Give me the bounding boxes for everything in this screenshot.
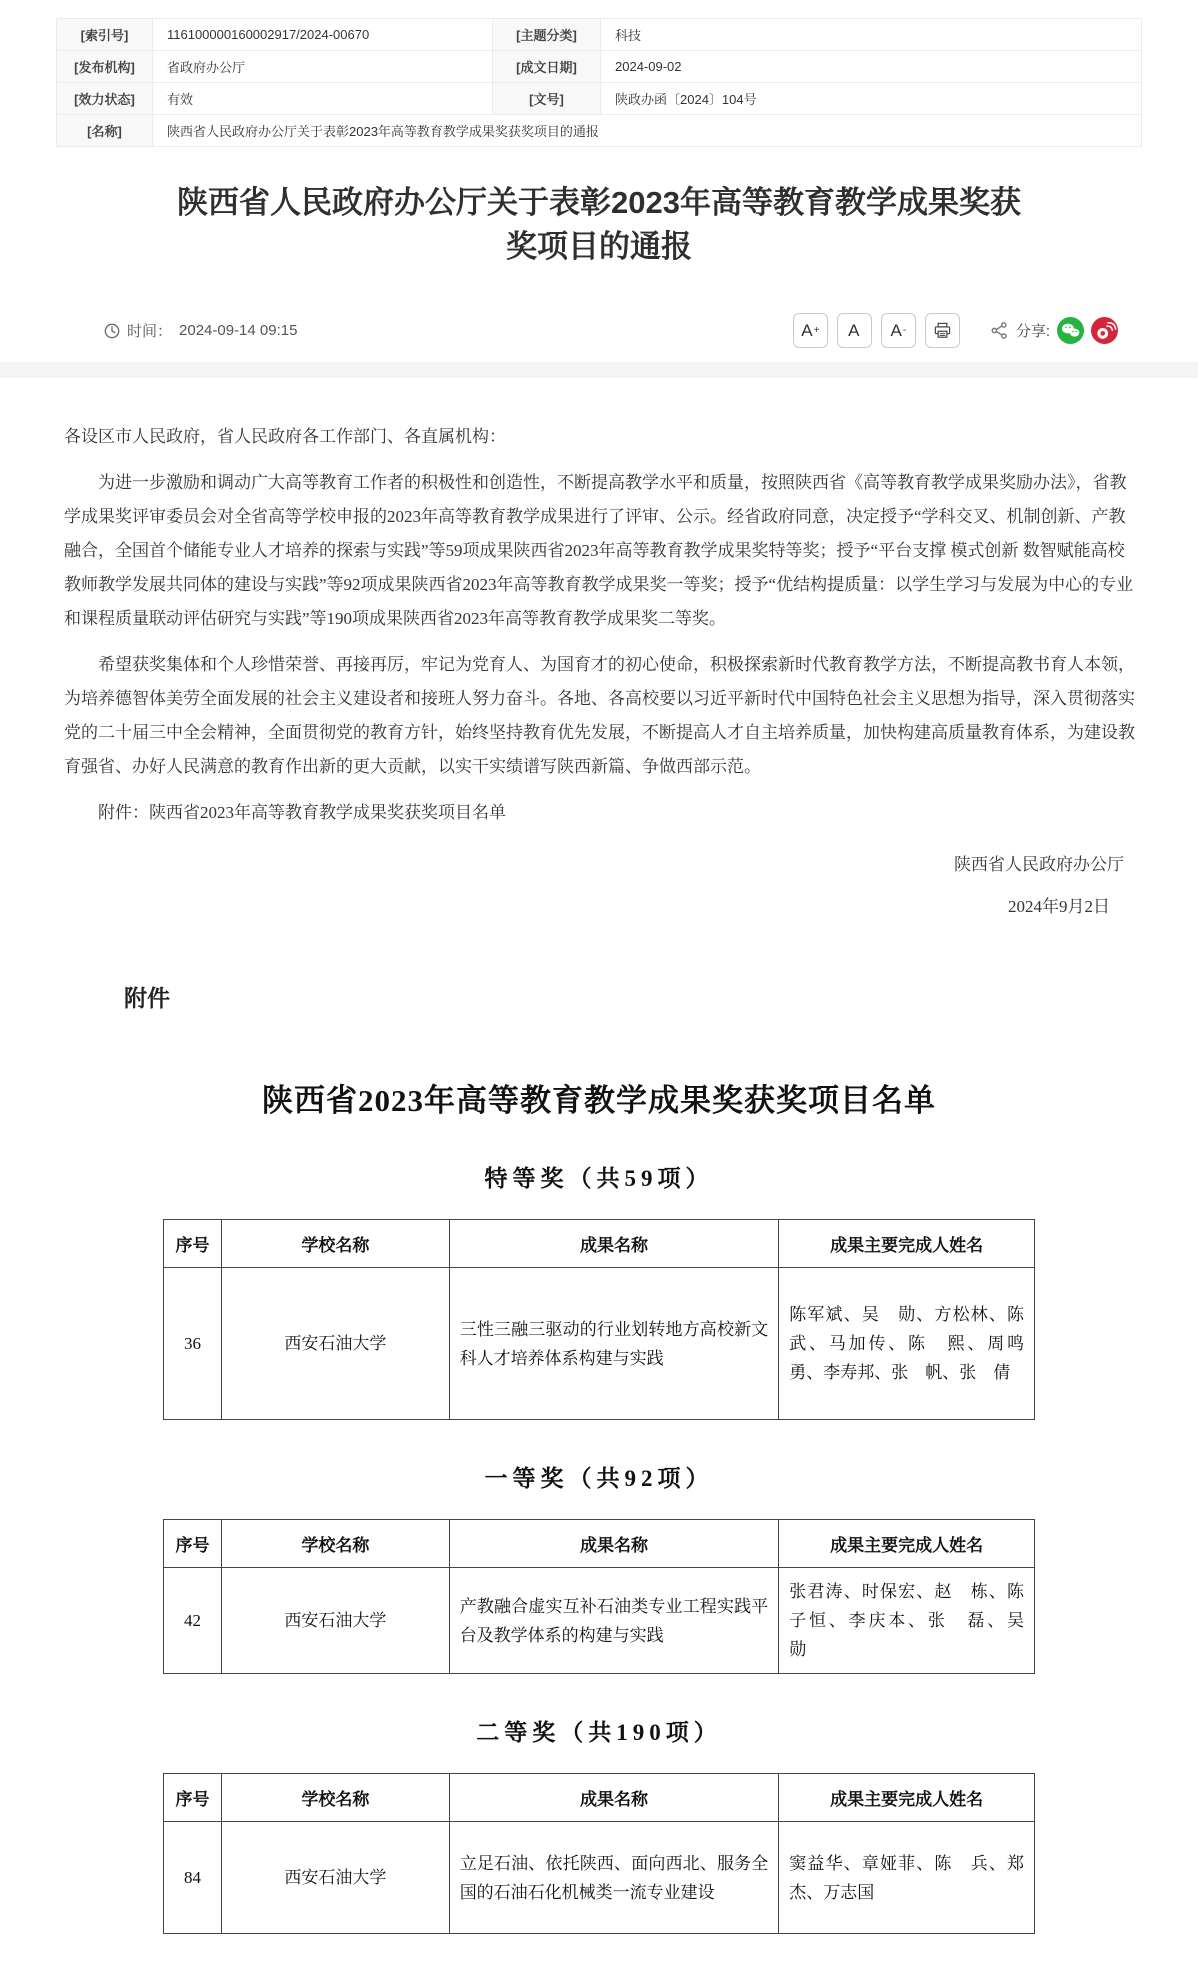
font-decrease-label: A xyxy=(890,320,902,340)
share-group xyxy=(990,317,1118,344)
page-title: 陕西省人民政府办公厅关于表彰2023年高等教育教学成果奖获奖项目的通报 xyxy=(177,185,1021,264)
col-header-school: 学校名称 xyxy=(221,1774,449,1822)
signoff-organization: 陕西省人民政府办公厅 xyxy=(954,855,1124,874)
award-section-heading-first: 一等奖（共92项） xyxy=(484,1466,714,1491)
col-header-achievement: 成果名称 xyxy=(449,1774,779,1822)
cell-school: 西安石油大学 xyxy=(221,1268,449,1420)
attachment-section xyxy=(0,980,1198,1934)
cell-achievement: 产教融合虚实互补石油类专业工程实践平台及教学体系的构建与实践 xyxy=(449,1568,779,1674)
award-section-heading-second: 二等奖（共190项） xyxy=(476,1720,722,1745)
cell-no: 42 xyxy=(164,1568,222,1674)
font-increase-button[interactable] xyxy=(793,313,828,348)
meta-value-validity: 有效 xyxy=(153,83,493,115)
cell-achievement: 三性三融三驱动的行业划转地方高校新文科人才培养体系构建与实践 xyxy=(449,1268,779,1420)
col-header-no: 序号 xyxy=(164,1774,222,1822)
award-table-special xyxy=(163,1219,1041,1420)
weibo-icon xyxy=(1091,317,1118,344)
article-toolbar xyxy=(104,313,1118,348)
meta-row xyxy=(57,51,1142,83)
body-paragraph-1: 为进一步激励和调动广大高等教育工作者的积极性和创造性，不断提高教学水平和质量，按照陕西省《高等教育教学成果奖励办法》，省教学成果奖评审委员会对全省高等学校申报的2023年高等教育教学成果进行了评审、公示。经省政府同意，决定授予“学科交叉、机制创新、产教融合，全国首个储能专业人才培养的探索与实践”等59项成果陕西省2023年高等教育教学成果奖特等奖；授予“平台支撑 模式创新 数智赋能高校教师教学发展共同体的建设与实践”等92项成果陕西省2023年高等教育教学成果奖一等奖；授予“优结构提质量：以学生学习与发展为中心的专业和课程质量联动评估研究与实践”等190项成果陕西省2023年高等教育教学成果奖二等奖。 xyxy=(64,473,1134,628)
attachment-title: 陕西省2023年高等教育教学成果奖获奖项目名单 xyxy=(262,1083,936,1118)
body-paragraph-2: 希望获奖集体和个人珍惜荣誉、再接再厉，牢记为党育人、为国育才的初心使命，积极探索新时代教育教学方法，不断提高教书育人本领，为培养德智体美劳全面发展的社会主义建设者和接班人努力奋斗。各地、各高校要以习近平新时代中国特色社会主义思想为指导，深入贯彻落实党的二十届三中全会精神，全面贯彻党的教育方针，始终坚持教育优先发展，不断提高人才自主培养质量，加快构建高质量教育体系，为建设教育强省、办好人民满意的教育作出新的更大贡献，以实干实绩谱写陕西新篇、争做西部示范。 xyxy=(64,655,1135,776)
col-header-no: 序号 xyxy=(164,1520,222,1568)
document-meta-table xyxy=(56,18,1142,147)
share-weibo-button[interactable] xyxy=(1091,317,1118,344)
meta-value-docnum: 陕政办函〔2024〕104号 xyxy=(601,83,1142,115)
meta-value-date: 2024-09-02 xyxy=(601,51,1142,83)
font-increase-sup: + xyxy=(813,325,820,336)
col-header-people: 成果主要完成人姓名 xyxy=(779,1774,1035,1822)
font-reset-button[interactable] xyxy=(837,313,872,348)
document-body xyxy=(0,378,1198,924)
meta-value-issuer: 省政府办公厅 xyxy=(153,51,493,83)
table-row xyxy=(164,1568,1035,1674)
meta-label-date: [成文日期] xyxy=(493,51,601,83)
wechat-icon xyxy=(1057,317,1084,344)
meta-label-index: [索引号] xyxy=(57,19,153,51)
publish-time xyxy=(104,320,297,341)
cell-no: 36 xyxy=(164,1268,222,1420)
clock-icon xyxy=(104,323,120,339)
table-header-row xyxy=(164,1774,1035,1822)
award-table-second xyxy=(163,1773,1041,1934)
award-section-heading-special: 特等奖（共59项） xyxy=(484,1166,714,1191)
meta-row xyxy=(57,19,1142,51)
meta-label-topic: [主题分类] xyxy=(493,19,601,51)
print-button[interactable] xyxy=(925,313,960,348)
meta-row xyxy=(57,115,1142,147)
cell-people: 窦益华、章娅菲、陈 兵、郑 杰、万志国 xyxy=(779,1822,1035,1934)
share-wechat-button[interactable] xyxy=(1057,317,1084,344)
col-header-achievement: 成果名称 xyxy=(449,1220,779,1268)
cell-school: 西安石油大学 xyxy=(221,1568,449,1674)
table-header-row xyxy=(164,1520,1035,1568)
font-increase-label: A xyxy=(801,320,813,340)
meta-value-name: 陕西省人民政府办公厅关于表彰2023年高等教育教学成果奖获奖项目的通报 xyxy=(153,115,1142,147)
time-label: 时间： xyxy=(127,323,173,340)
col-header-achievement: 成果名称 xyxy=(449,1520,779,1568)
section-divider xyxy=(0,362,1198,378)
time-value: 2024-09-14 09:15 xyxy=(179,322,298,339)
cell-people: 张君涛、时保宏、赵 栋、陈子恒、李庆本、张 磊、吴 勋 xyxy=(779,1568,1035,1674)
signoff-date: 2024年9月2日 xyxy=(1008,897,1110,916)
meta-label-issuer: [发布机构] xyxy=(57,51,153,83)
meta-label-validity: [效力状态] xyxy=(57,83,153,115)
cell-achievement: 立足石油、依托陕西、面向西北、服务全国的石油石化机械类一流专业建设 xyxy=(449,1822,779,1934)
cell-no: 84 xyxy=(164,1822,222,1934)
cell-people: 陈军斌、吴 勋、方松林、陈 武、马加传、陈 熙、周鸣勇、李寿邦、张 帆、张 倩 xyxy=(779,1268,1035,1420)
share-icon xyxy=(990,321,1009,340)
attachment-label: 附件 xyxy=(124,985,170,1011)
signoff-block xyxy=(64,848,1136,924)
meta-row xyxy=(57,83,1142,115)
meta-label-docnum: [文号] xyxy=(493,83,601,115)
table-header-row xyxy=(164,1220,1035,1268)
font-reset-label: A xyxy=(848,320,860,340)
font-decrease-sup: - xyxy=(902,325,907,336)
share-label: 分享: xyxy=(1015,323,1050,340)
table-row xyxy=(164,1268,1035,1420)
col-header-people: 成果主要完成人姓名 xyxy=(779,1220,1035,1268)
printer-icon xyxy=(933,321,952,340)
meta-label-name: [名称] xyxy=(57,115,153,147)
font-decrease-button[interactable] xyxy=(881,313,916,348)
salutation-paragraph: 各设区市人民政府，省人民政府各工作部门、各直属机构： xyxy=(64,427,506,446)
meta-value-topic: 科技 xyxy=(601,19,1142,51)
attachment-reference-line: 附件：陕西省2023年高等教育教学成果奖获奖项目名单 xyxy=(98,803,506,822)
meta-value-index: 116100000160002917/2024-00670 xyxy=(153,19,493,51)
col-header-school: 学校名称 xyxy=(221,1520,449,1568)
col-header-school: 学校名称 xyxy=(221,1220,449,1268)
col-header-people: 成果主要完成人姓名 xyxy=(779,1520,1035,1568)
table-row xyxy=(164,1822,1035,1934)
col-header-no: 序号 xyxy=(164,1220,222,1268)
cell-school: 西安石油大学 xyxy=(221,1822,449,1934)
award-table-first xyxy=(163,1519,1041,1674)
